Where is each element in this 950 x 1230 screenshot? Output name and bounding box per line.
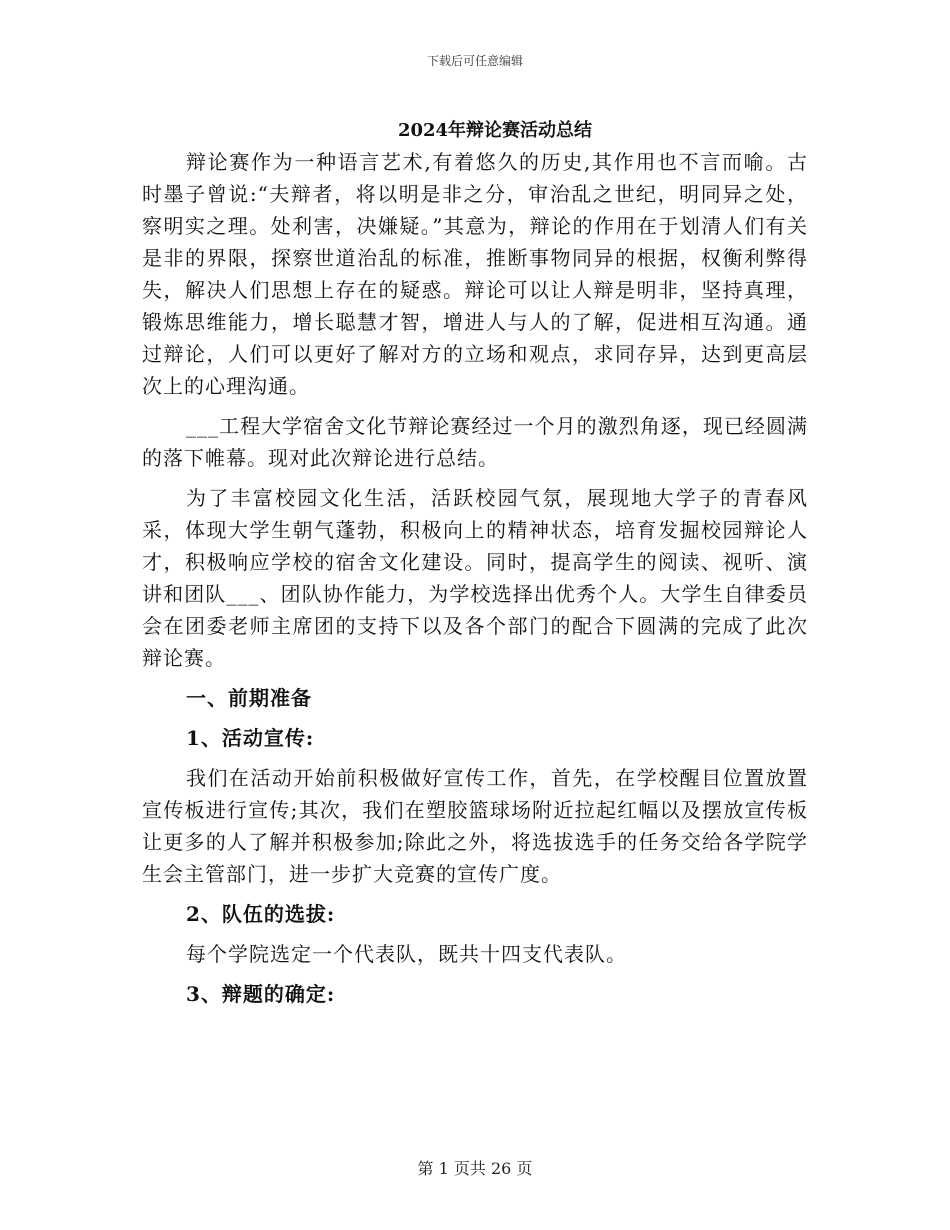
section-heading-preparation: 一、前期准备: [186, 686, 312, 710]
subsection-heading-publicity: 1、活动宣传:: [186, 726, 315, 750]
paragraph-publicity: 我们在活动开始前积极做好宣传工作，首先，在学校醒目位置放置宣传板进行宣传;其次，我们在塑胶篮球场附近拉起红幅以及摆放宣传板让更多的人了解并积极参加;除此之外，将选拔选手的任务交给各学院学生会主管部门，进一步扩大竞赛的宣传广度。: [142, 766, 808, 886]
document-title: 2024年辩论赛活动总结: [397, 120, 593, 141]
page-number-footer: 第 1 页共 26 页: [417, 1159, 533, 1178]
paragraph-summary: ___工程大学宿舍文化节辩论赛经过一个月的激烈角逐，现已经圆满的落下帷幕。现对此次辩论进行总结。: [142, 414, 808, 470]
page-header-note: 下载后可任意编辑: [426, 54, 523, 68]
paragraph-intro: 辩论赛作为一种语言艺术,有着悠久的历史,其作用也不言而喻。古时墨子曾说:“夫辩者，将以明是非之分，审治乱之世纪，明同异之处，察明实之理。处利害，决嫌疑。”其意为，辩论的作用在于划清人们有关是非的界限，探察世道治乱的标准，推断事物同异的根据，权衡利弊得失，解决人们思想上存在的疑惑。辩论可以让人辩是明非，坚持真理，锻炼思维能力，增长聪慧才智，增进人与人的了解，促进相互沟通。通过辩论，人们可以更好了解对方的立场和观点，求同存异，达到更高层次上的心理沟通。: [142, 150, 808, 398]
paragraph-team-selection: 每个学院选定一个代表队，既共十四支代表队。: [186, 942, 627, 966]
subsection-heading-topic: 3、辩题的确定:: [186, 982, 336, 1006]
subsection-heading-team-selection: 2、队伍的选拔:: [186, 902, 336, 926]
paragraph-purpose: 为了丰富校园文化生活，活跃校园气氛，展现地大学子的青春风采，体现大学生朝气蓬勃，积极向上的精神状态，培育发掘校园辩论人才，积极响应学校的宿舍文化建设。同时，提高学生的阅读、视听、演讲和团队___、团队协作能力，为学校选择出优秀个人。大学生自律委员会在团委老师主席团的支持下以及各个部门的配合下圆满的完成了此次辩论赛。: [142, 486, 808, 670]
document-body: [142, 146, 808, 1018]
